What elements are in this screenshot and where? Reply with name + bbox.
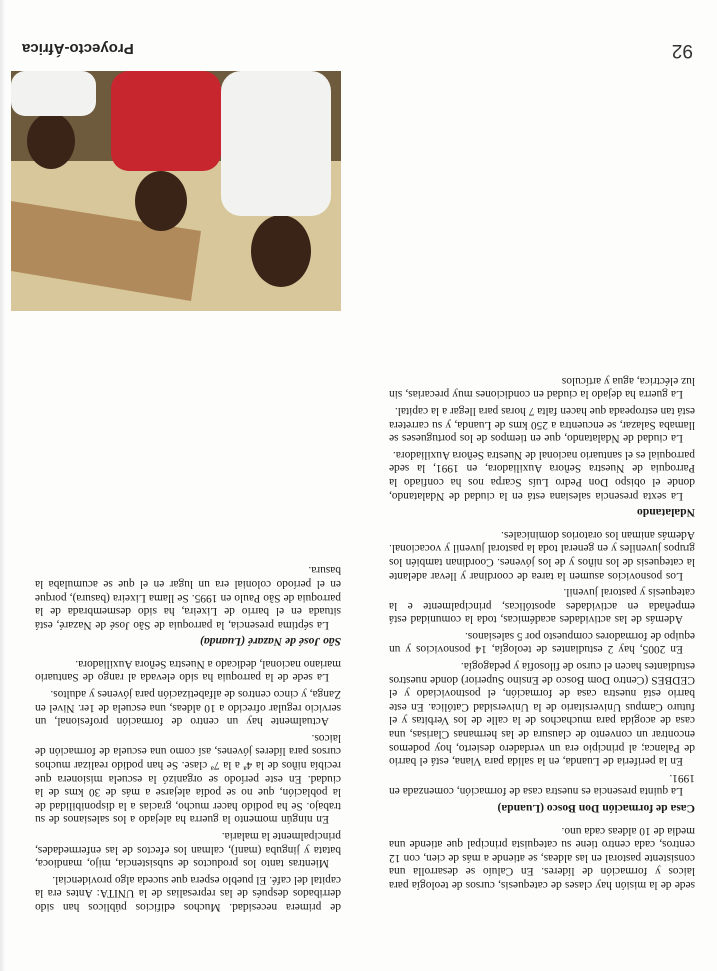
section-title: Proyecto-África xyxy=(22,40,134,57)
paragraph: Mientras tanto los productos de subsistencia, mijo, mandioca, batata y jinguba (maní), calman los efectos de las enfermedades, principalmente la malaria. xyxy=(35,830,341,870)
photo-person-white-shirt xyxy=(221,71,331,216)
right-column xyxy=(35,313,341,913)
section-heading-sao-jose: São José de Nazaré (Luanda) xyxy=(199,635,341,649)
paragraph: La quinta presencia es nuestra casa de formación, comenzada en 1991. xyxy=(389,771,695,798)
photo-carpentry-workshop xyxy=(11,71,341,311)
photo-illustration xyxy=(11,71,341,311)
photo-person-head xyxy=(251,215,311,287)
paragraph: La sede de la parroquia ha sido elevada al rango de Santuario mariano nacional, dedicado a Nuestra Señora Auxiliadora. xyxy=(35,657,341,684)
paragraph: La sexta presencia salesiana está en la ciudad de Ndalatando, donde el obispo Don Pedro Luís Scarpa nos ha confiado la Parroquia de Nuestra Señora Auxiliadora, en 1991, la sede parroquial es el santuario nacional de Nuestra Señora Auxiliadora. xyxy=(389,448,695,502)
photo-person-head xyxy=(27,113,75,169)
paragraph: En 2005, hay 2 estudiantes de teología, 14 posnovicios y un equipo de formadores compuesto por 5 salesianos. xyxy=(389,629,695,656)
photo-person-head xyxy=(135,171,187,231)
paragraph: En la periferia de Luanda, en la salida para Viana, está el barrio de Palanca; al principio era un verdadero desierto, hoy podemos encontrar un convento de clausura de las hermanas Clarisas, una casa de acogida para muchachos de la calle de los Verbitas y el futuro Campus Universitario de la Universidad Católica. En este barrio está nuestra casa de formación, el postnoviciado y el CEDBES (Centro Dom Bosco de Ensino Superior) donde nuestros estudiantes hacen el curso de filosofía y pedagogía. xyxy=(389,660,695,768)
photo-person-white-shirt xyxy=(11,71,96,116)
photo-person-red-shirt xyxy=(111,71,221,171)
paragraph: La guerra ha dejado la ciudad en condiciones muy precarias, sin luz eléctrica, agua y artículos xyxy=(389,374,695,401)
paragraph: La séptima presencia, la parroquia de São José de Nazaré, está situada en el barrio de Lixeira, ha sido desmembrada de la parroquia de São Paulo en 1995. Se llama Lixeira (basura), porque en el período colonial era un lugar en el que se acumulaba la basura. xyxy=(35,564,341,631)
paragraph: de primera necesidad. Muchos edificios públicos han sido derribados después de las represalias de la UNITA: Antes era la capital del café. El pueblo espera que suceda algo providencial. xyxy=(35,873,341,913)
paragraph: sede de la misión hay clases de catequesis, cursos de teología para laicos y formación de líderes. En Caluío se desarrolla una consistente pastoral en las aldeas, se atiende a más de cien, con 12 centros, cada centro tiene su catequista principal que atiende una media de 10 aldeas cada uno. xyxy=(389,824,695,891)
left-column xyxy=(389,71,695,891)
section-heading-casa-formacion: Casa de formación Don Bosco (Luanda) xyxy=(497,802,695,816)
page-number: 92 xyxy=(671,40,693,61)
page-header xyxy=(0,21,717,61)
paragraph: Los posnovicios asumen la tarea de coordinar y llevar adelante la catequesis de los niños y de los jóvenes. Coordinan también los grupos juveniles y en general toda la pastoral juvenil y vocacional. Además animan los oratorios dominicales. xyxy=(389,528,695,582)
paragraph: En ningún momento la guerra ha alejado a los salesianos de su trabajo. Se ha podido hacer mucho, gracias a la disponibilidad de la población, que no se podía alejarse a más de 30 kms de la ciudad. En este período se organizó la escuela misionera que recibía niños de la 4ª a la 7ª clase. Se han podido realizar muchos cursos para líderes jóvenes, así como una escuela de formación de laicos. xyxy=(35,731,341,826)
paragraph: Además de las actividades académicas, toda la comunidad está empeñada en actividades apostólicas, principalmente e la catequesis y pastoral juvenil. xyxy=(389,586,695,626)
section-heading-ndalatando: Ndalatando xyxy=(637,506,695,520)
binding-edge xyxy=(0,0,6,971)
paragraph: La ciudad de Ndalatando, que en tiempos de los portugueses se llamaba Salazar, se encuentra a 250 kms de Luanda, y su carretera está tan estropeada que hacen falta 7 horas para llegar a la capital. xyxy=(389,405,695,445)
paragraph: Actualmente hay un centro de formación profesional, un servicio regular ofrecido a 10 aldeas, una escuela de 1er. Nivel en Zanga, y cinco centros de alfabetización para jóvenes y adultos. xyxy=(35,688,341,728)
